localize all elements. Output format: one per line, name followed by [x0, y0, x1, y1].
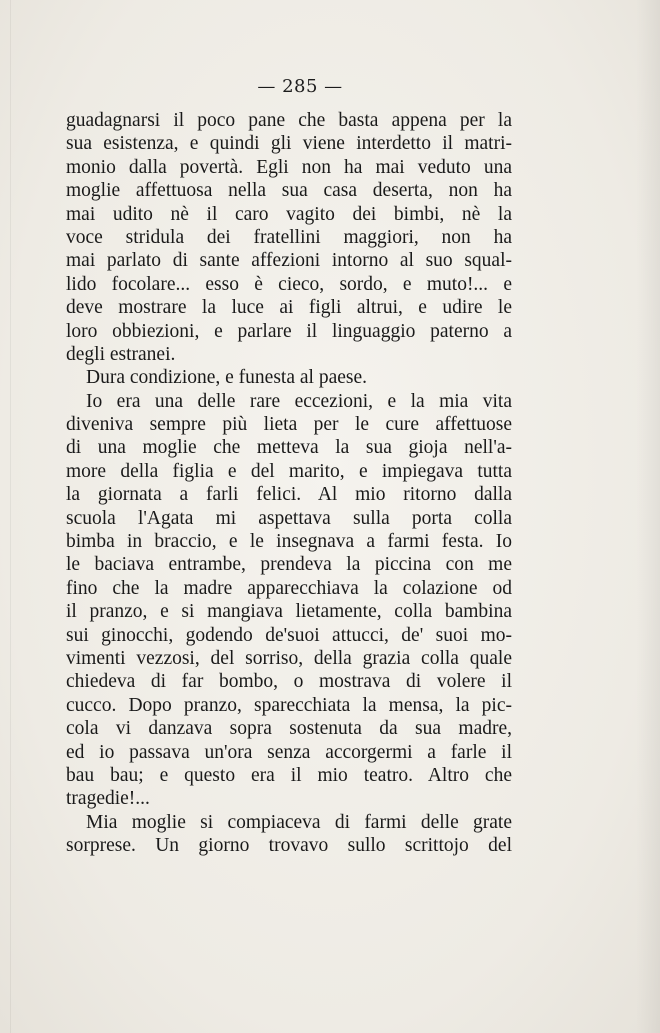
text-line: vimenti vezzosi, del sorriso, della grazia colla quale: [66, 647, 512, 669]
text-line: cola vi danzava sopra sostenuta da sua madre,: [66, 718, 512, 740]
text-line: tragedie!...: [66, 788, 150, 810]
text-line: lido focolare... esso è cieco, sordo, e muto!... e: [66, 273, 512, 295]
text-line: chiedeva di far bombo, o mostrava di volere il: [66, 671, 512, 693]
text-line: Dura condizione, e funesta al paese.: [86, 367, 367, 389]
text-line: moglie affettuosa nella sua casa deserta, non ha: [66, 180, 512, 202]
text-line: scuola l'Agata mi aspettava sulla porta colla: [66, 507, 512, 529]
text-line: voce stridula dei fratellini maggiori, non ha: [66, 226, 512, 248]
text-line: more della figlia e del marito, e impiegava tutta: [66, 460, 512, 482]
text-line: cucco. Dopo pranzo, sparecchiata la mensa, la pic-: [66, 694, 512, 716]
page-crease: [10, 0, 11, 1033]
text-line: il pranzo, e si mangiava lietamente, colla bambina: [66, 601, 512, 623]
text-line: sui ginocchi, godendo de'suoi attucci, de' suoi mo-: [66, 624, 512, 646]
text-line: mai parlato di sante affezioni intorno al suo squal-: [66, 250, 512, 272]
text-line: le baciava entrambe, prendeva la piccina con me: [66, 554, 512, 576]
page-edge-shadow: [636, 0, 660, 1033]
text-line: bimba in braccio, e le insegnava a farmi festa. Io: [66, 531, 512, 553]
body-text: [66, 109, 512, 858]
text-line: la giornata a farli felici. Al mio ritorno dalla: [66, 484, 512, 506]
text-line: ed io passava un'ora senza accorgermi a farle il: [66, 741, 512, 763]
text-line: Io era una delle rare eccezioni, e la mia vita: [86, 390, 512, 412]
text-line: loro obbiezioni, e parlare il linguaggio paterno a: [66, 320, 512, 342]
text-line: deve mostrare la luce ai figli altrui, e udire le: [66, 297, 512, 319]
text-line: Mia moglie si compiaceva di farmi delle grate: [86, 811, 512, 833]
text-line: guadagnarsi il poco pane che basta appena per la: [66, 110, 512, 131]
text-line: sorprese. Un giorno trovavo sullo scrittojo del: [66, 835, 512, 857]
text-line: di una moglie che metteva la sua gioja nell'a-: [66, 437, 512, 459]
text-line: sua esistenza, e quindi gli viene interdetto il matri-: [66, 133, 512, 155]
page-number: — 285 —: [257, 76, 343, 97]
text-line: monio dalla povertà. Egli non ha mai veduto una: [66, 156, 512, 178]
text-line: mai udito nè il caro vagito dei bimbi, nè la: [66, 203, 512, 225]
text-line: diveniva sempre più lieta per le cure affettuose: [66, 414, 512, 436]
text-line: degli estranei.: [66, 343, 176, 365]
text-line: bau bau; e questo era il mio teatro. Altro che: [66, 764, 512, 786]
text-line: fino che la madre apparecchiava la colazione od: [66, 577, 512, 599]
